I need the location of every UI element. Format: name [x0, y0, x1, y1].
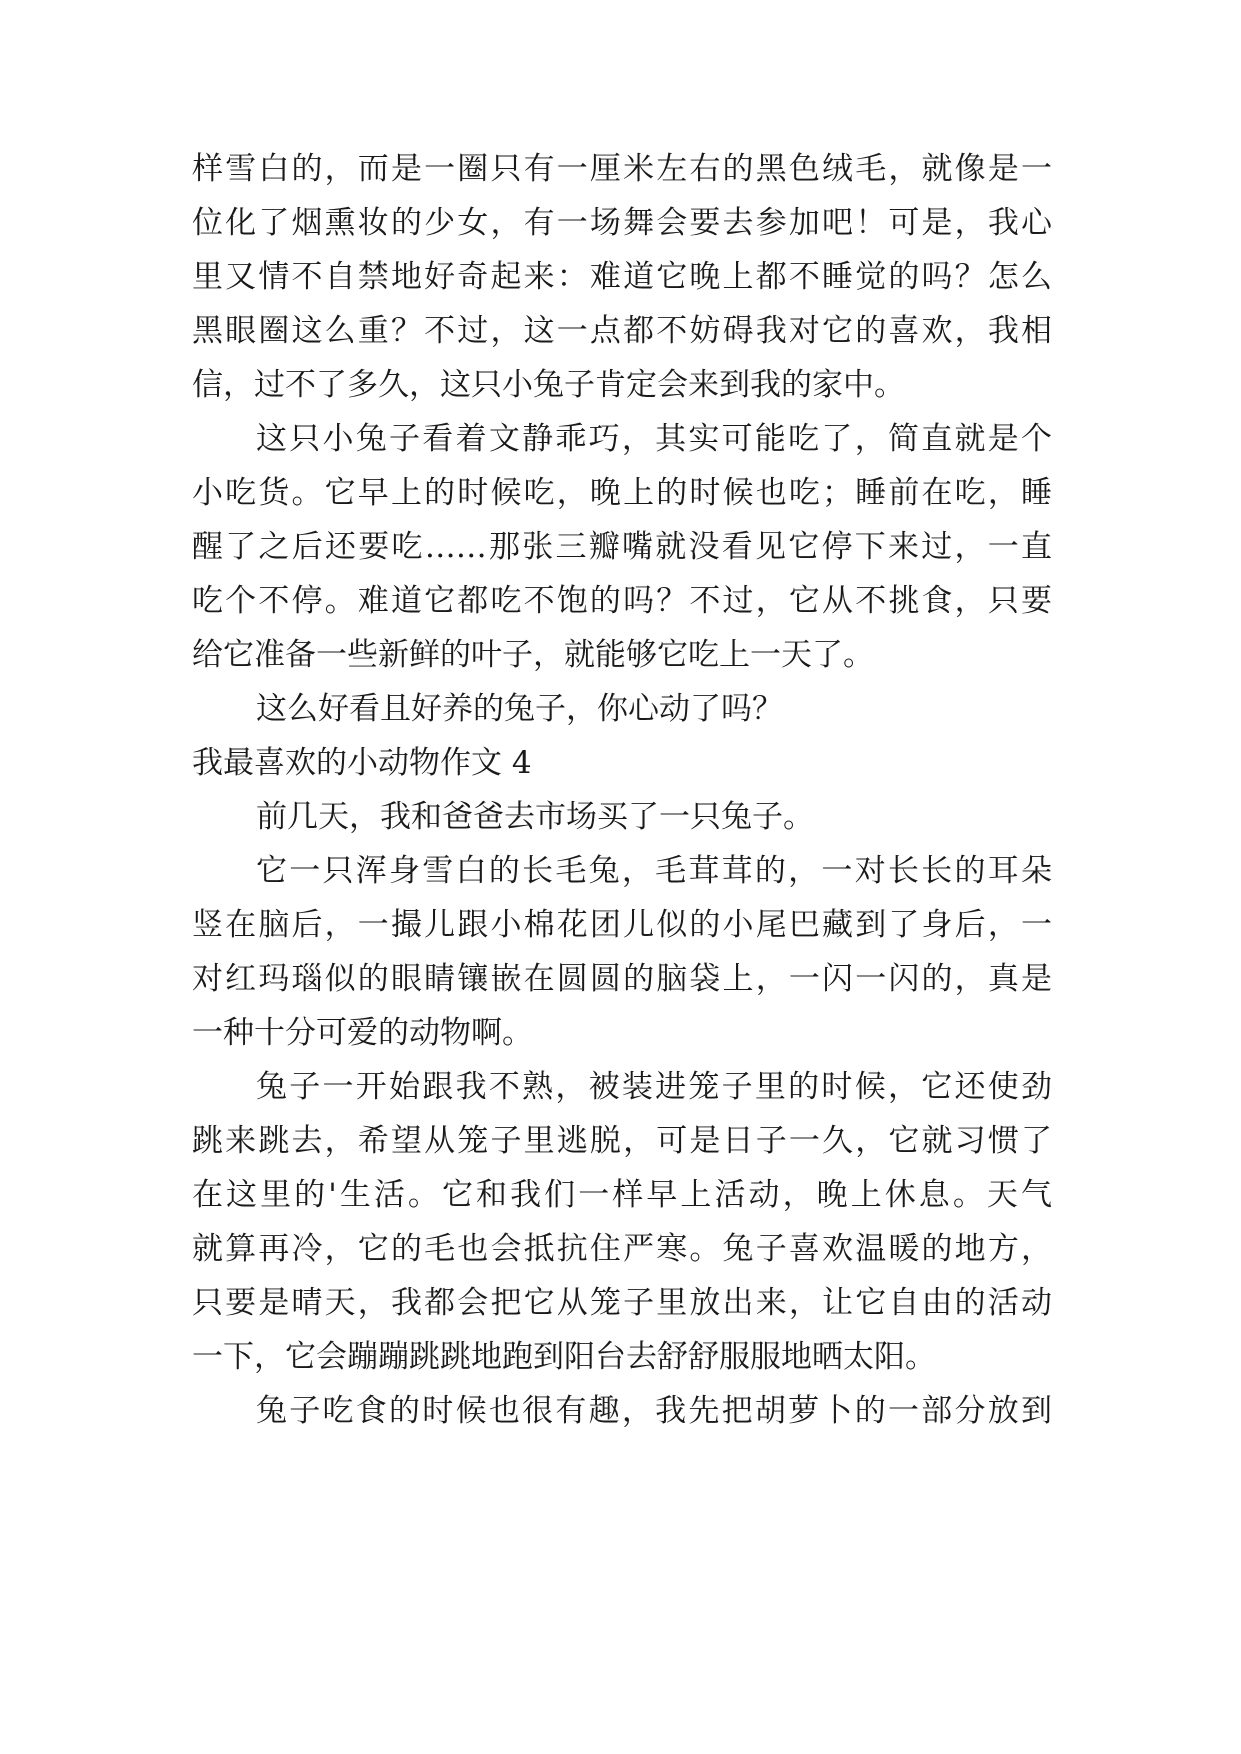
text-line: 小吃货。它早上的时候吃，晚上的时候也吃；睡前在吃，睡	[192, 475, 1052, 511]
text-line: 位化了烟熏妆的少女，有一场舞会要去参加吧！可是，我心	[192, 205, 1052, 241]
text-line: 黑眼圈这么重？不过，这一点都不妨碍我对它的喜欢，我相	[192, 313, 1052, 349]
paragraph-first-line: 兔子吃食的时候也很有趣，我先把胡萝卜的一部分放到	[256, 1393, 1052, 1429]
section-heading: 我最喜欢的小动物作文 4	[192, 745, 532, 781]
paragraph-first-line: 这只小兔子看着文静乖巧，其实可能吃了，简直就是个	[256, 421, 1052, 457]
paragraph-first-line: 前几天，我和爸爸去市场买了一只兔子。	[256, 799, 814, 835]
text-line: 样雪白的，而是一圈只有一厘米左右的黑色绒毛，就像是一	[192, 151, 1052, 187]
text-line: 竖在脑后，一撮儿跟小棉花团儿似的小尾巴藏到了身后，一	[192, 907, 1052, 943]
text-line: 醒了之后还要吃……那张三瓣嘴就没看见它停下来过，一直	[192, 529, 1052, 565]
text-line: 跳来跳去，希望从笼子里逃脱，可是日子一久，它就习惯了	[192, 1123, 1052, 1159]
text-line: 在这里的'生活。它和我们一样早上活动，晚上休息。天气	[192, 1177, 1052, 1213]
text-line: 吃个不停。难道它都吃不饱的吗？不过，它从不挑食，只要	[192, 583, 1052, 619]
paragraph-first-line: 它一只浑身雪白的长毛兔，毛茸茸的，一对长长的耳朵	[256, 853, 1052, 889]
text-line: 就算再冷，它的毛也会抵抗住严寒。兔子喜欢温暖的地方，	[192, 1231, 1052, 1267]
text-line: 对红玛瑙似的眼睛镶嵌在圆圆的脑袋上，一闪一闪的，真是	[192, 961, 1052, 997]
text-line: 信，过不了多久，这只小兔子肯定会来到我的家中。	[192, 367, 905, 403]
text-line: 一下，它会蹦蹦跳跳地跑到阳台去舒舒服服地晒太阳。	[192, 1339, 936, 1375]
paragraph-first-line: 这么好看且好养的兔子，你心动了吗？	[256, 691, 783, 727]
text-line: 给它准备一些新鲜的叶子，就能够它吃上一天了。	[192, 637, 874, 673]
text-line: 一种十分可爱的动物啊。	[192, 1015, 533, 1051]
text-line: 里又情不自禁地好奇起来：难道它晚上都不睡觉的吗？怎么	[192, 259, 1052, 295]
paragraph-first-line: 兔子一开始跟我不熟，被装进笼子里的时候，它还使劲	[256, 1069, 1052, 1105]
text-line: 只要是晴天，我都会把它从笼子里放出来，让它自由的活动	[192, 1285, 1052, 1321]
